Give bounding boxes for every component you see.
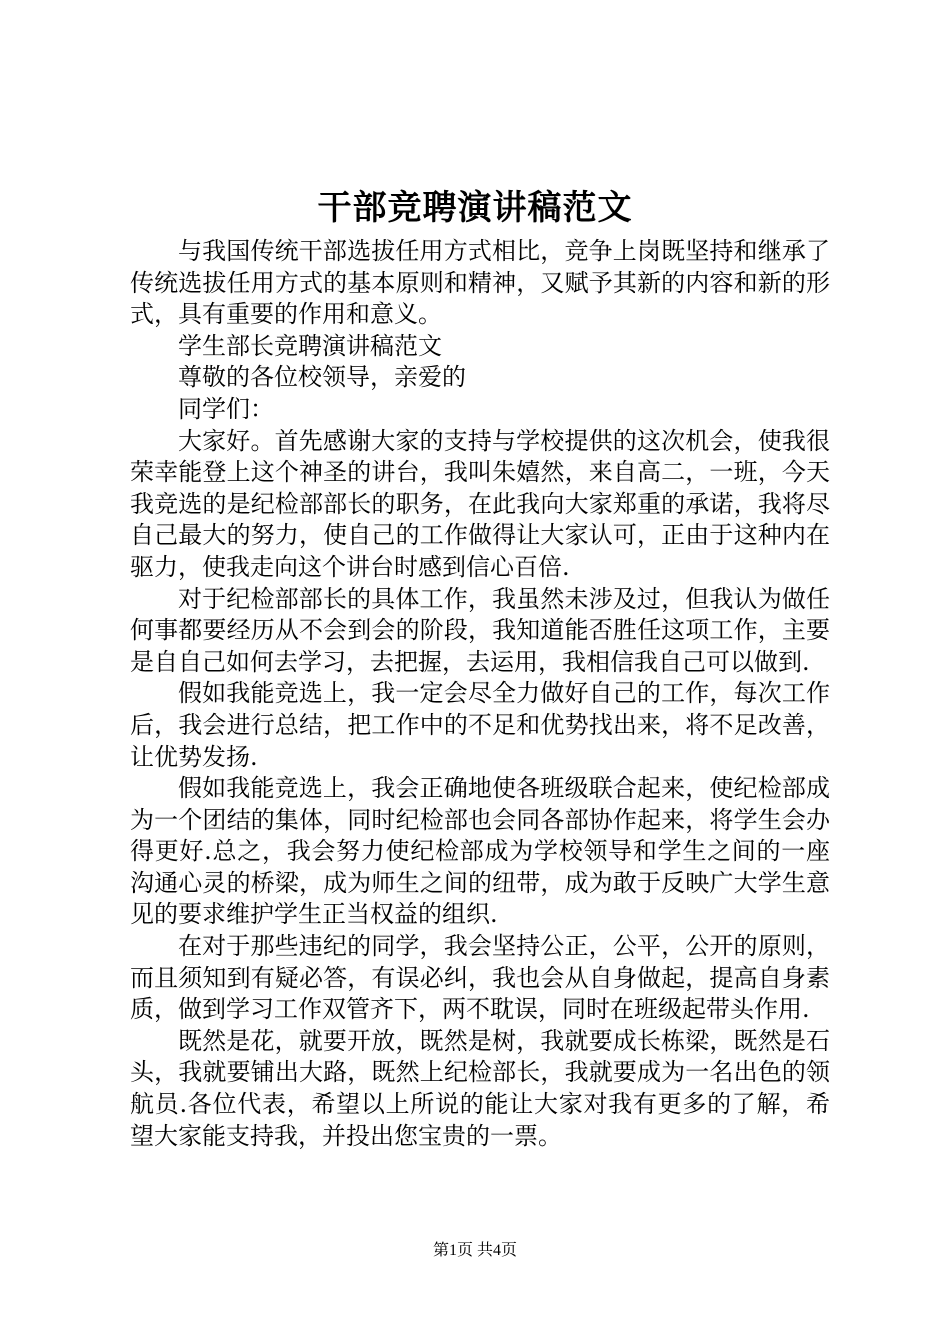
- paragraph-7: 假如我能竞选上，我一定会尽全力做好自己的工作，每次工作后，我会进行总结，把工作中的不足和优势找出来，将不足改善，让优势发扬.: [130, 679, 830, 771]
- paragraph-9: 在对于那些违纪的同学，我会坚持公正，公平，公开的原则，而且须知到有疑必答，有误必纠，我也会从自身做起，提高自身素质，做到学习工作双管齐下，两不耽误，同时在班级起带头作用.: [130, 932, 830, 1024]
- paragraph-3: 尊敬的各位校领导，亲爱的: [178, 363, 466, 392]
- document-body: [130, 236, 830, 1152]
- paragraph-10: 既然是花，就要开放，既然是树，我就要成长栋梁，既然是石头，我就要铺出大路，既然上纪检部长，我就要成为一名出色的领航员.各位代表，希望以上所说的能让大家对我有更多的了解，希望大家能支持我，并投出您宝贵的一票。: [130, 1026, 830, 1150]
- paragraph-6: 对于纪检部部长的具体工作，我虽然未涉及过，但我认为做任何事都要经历从不会到会的阶段，我知道能否胜任这项工作，主要是自自己如何去学习，去把握，去运用，我相信我自己可以做到.: [130, 584, 830, 676]
- paragraph-8: 假如我能竞选上，我会正确地使各班级联合起来，使纪检部成为一个团结的集体，同时纪检部也会同各部协作起来，将学生会办得更好.总之，我会努力使纪检部成为学校领导和学生之间的一座沟通心灵的桥梁，成为师生之间的纽带，成为敢于反映广大学生意见的要求维护学生正当权益的组织.: [130, 774, 830, 929]
- document-title: 干部竞聘演讲稿范文: [317, 188, 633, 228]
- paragraph-5: 大家好。首先感谢大家的支持与学校提供的这次机会，使我很荣幸能登上这个神圣的讲台，我叫朱嬉然，来自高二，一班，今天我竞选的是纪检部部长的职务，在此我向大家郑重的承诺，我将尽自己最大的努力，使自己的工作做得让大家认可，正由于这种内在驱力，使我走向这个讲台时感到信心百倍.: [130, 426, 830, 581]
- paragraph-1: 与我国传统干部选拔任用方式相比，竞争上岗既坚持和继承了传统选拔任用方式的基本原则和精神，又赋予其新的内容和新的形式，具有重要的作用和意义。: [130, 237, 830, 329]
- paragraph-4: 同学们：: [178, 394, 274, 423]
- page-number-footer: 第1页 共4页: [432, 1242, 517, 1259]
- paragraph-2: 学生部长竞聘演讲稿范文: [178, 331, 442, 360]
